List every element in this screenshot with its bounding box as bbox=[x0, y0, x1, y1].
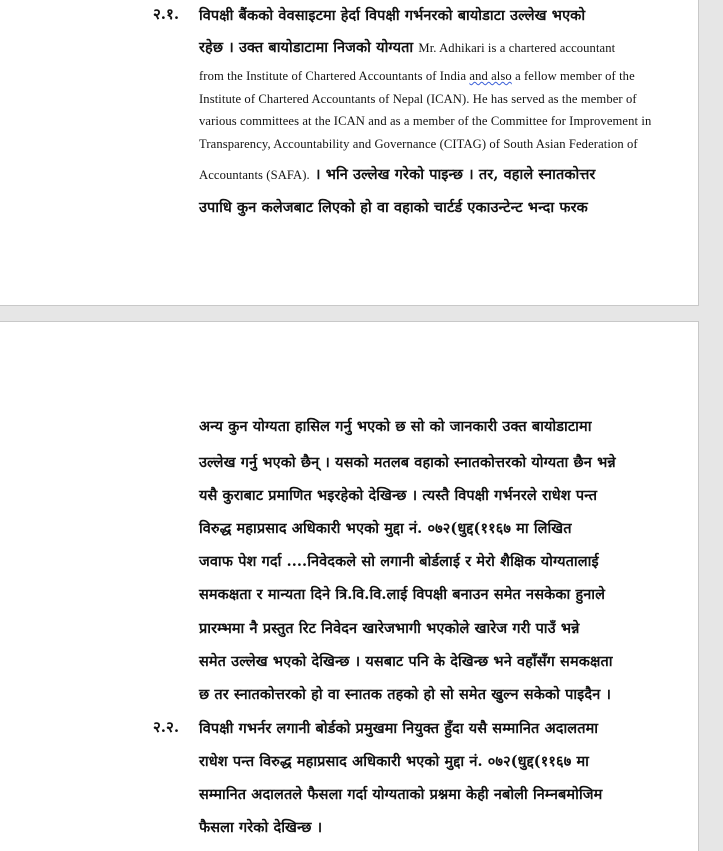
text-line: विपक्षी बैंकको वेवसाइटमा हेर्दा विपक्षी गर्भनरको बायोडाटा उल्लेख भएको bbox=[199, 7, 586, 24]
document-page-2 bbox=[0, 321, 699, 851]
text-line bbox=[199, 69, 635, 84]
text-line-english: Mr. Adhikari is a chartered accountant bbox=[418, 41, 616, 55]
text-line: प्रारम्भमा नै प्रस्तुत रिट निवेदन खारेजभागी भएकोले खारेज गरी पाउँ भन्ने bbox=[199, 620, 580, 637]
text-line bbox=[199, 164, 595, 184]
text-line: उल्लेख गर्नु भएको छैन् । यसको मतलब वहाको स्नातकोत्तरको योग्यता छैन भन्ने bbox=[199, 454, 616, 471]
text-line: समकक्षता र मान्यता दिने त्रि.वि.वि.लाई विपक्षी बनाउन समेत नसकेका हुनाले bbox=[199, 586, 606, 603]
text-line: उपाधि कुन कलेजबाट लिएको हो वा वहाको चार्टर्ड एकाउन्टेन्ट भन्दा फरक bbox=[199, 199, 588, 216]
text-line-english: Accountants (SAFA). bbox=[199, 168, 310, 182]
text-line: सम्मानित अदालतले फैसला गर्दा योग्यताको प्रश्नमा केही नबोली निम्नबमोजिम bbox=[199, 786, 603, 803]
text-line: यसै कुराबाट प्रमाणित भइरहेको देखिन्छ । त्यस्तै विपक्षी गर्भनरले राधेश पन्त bbox=[199, 487, 598, 504]
text-segment: a fellow member of the bbox=[515, 69, 635, 83]
text-line: Institute of Chartered Accountants of Nepal (ICAN). He has served as the member of bbox=[199, 92, 637, 106]
text-segment: from the Institute of Chartered Accountants of India bbox=[199, 69, 467, 83]
document-page-1 bbox=[0, 0, 699, 306]
text-line: विपक्षी गभर्नर लगानी बोर्डको प्रमुखमा नियुक्त हुँदा यसै सम्मानित अदालतमा bbox=[199, 720, 599, 737]
text-line: Transparency, Accountability and Governance (CITAG) of South Asian Federation of bbox=[199, 137, 638, 151]
text-line: छ तर स्नातकोत्तरको हो वा स्नातक तहको हो सो समेत खुल्न सकेको पाइदैन । bbox=[199, 686, 612, 703]
spellcheck-flagged-text: and also bbox=[469, 69, 512, 83]
text-line: जवाफ पेश गर्दा ....निवेदकले सो लगानी बोर्डलाई र मेरो शैक्षिक योग्यतालाई bbox=[199, 553, 599, 570]
paragraph-number: २.१. bbox=[153, 5, 180, 23]
text-line-nepali: । भनि उल्लेख गरेको पाइन्छ । तर, वहाले स्नातकोत्तर bbox=[314, 166, 596, 183]
text-line: various committees at the ICAN and as a member of the Committee for Improvement in bbox=[199, 114, 652, 128]
text-line: राधेश पन्त विरुद्ध महाप्रसाद अधिकारी भएको मुद्दा नं. ०७२(धुद्द(११६७ मा bbox=[199, 753, 590, 770]
text-line bbox=[199, 37, 615, 57]
paragraph-number: २.२. bbox=[153, 718, 180, 736]
text-line: अन्य कुन योग्यता हासिल गर्नु भएको छ सो को जानकारी उक्त बायोडाटामा bbox=[199, 418, 592, 435]
text-line: फैसला गरेको देखिन्छ । bbox=[199, 819, 323, 836]
text-line-nepali: रहेछ । उक्त बायोडाटामा निजको योग्यता bbox=[199, 39, 414, 56]
text-line: समेत उल्लेख भएको देखिन्छ । यसबाट पनि के देखिन्छ भने वहाँसँग समकक्षता bbox=[199, 653, 613, 670]
text-line: विरुद्ध महाप्रसाद अधिकारी भएको मुद्दा नं. ०७२(धुद्द(११६७ मा लिखित bbox=[199, 520, 572, 537]
